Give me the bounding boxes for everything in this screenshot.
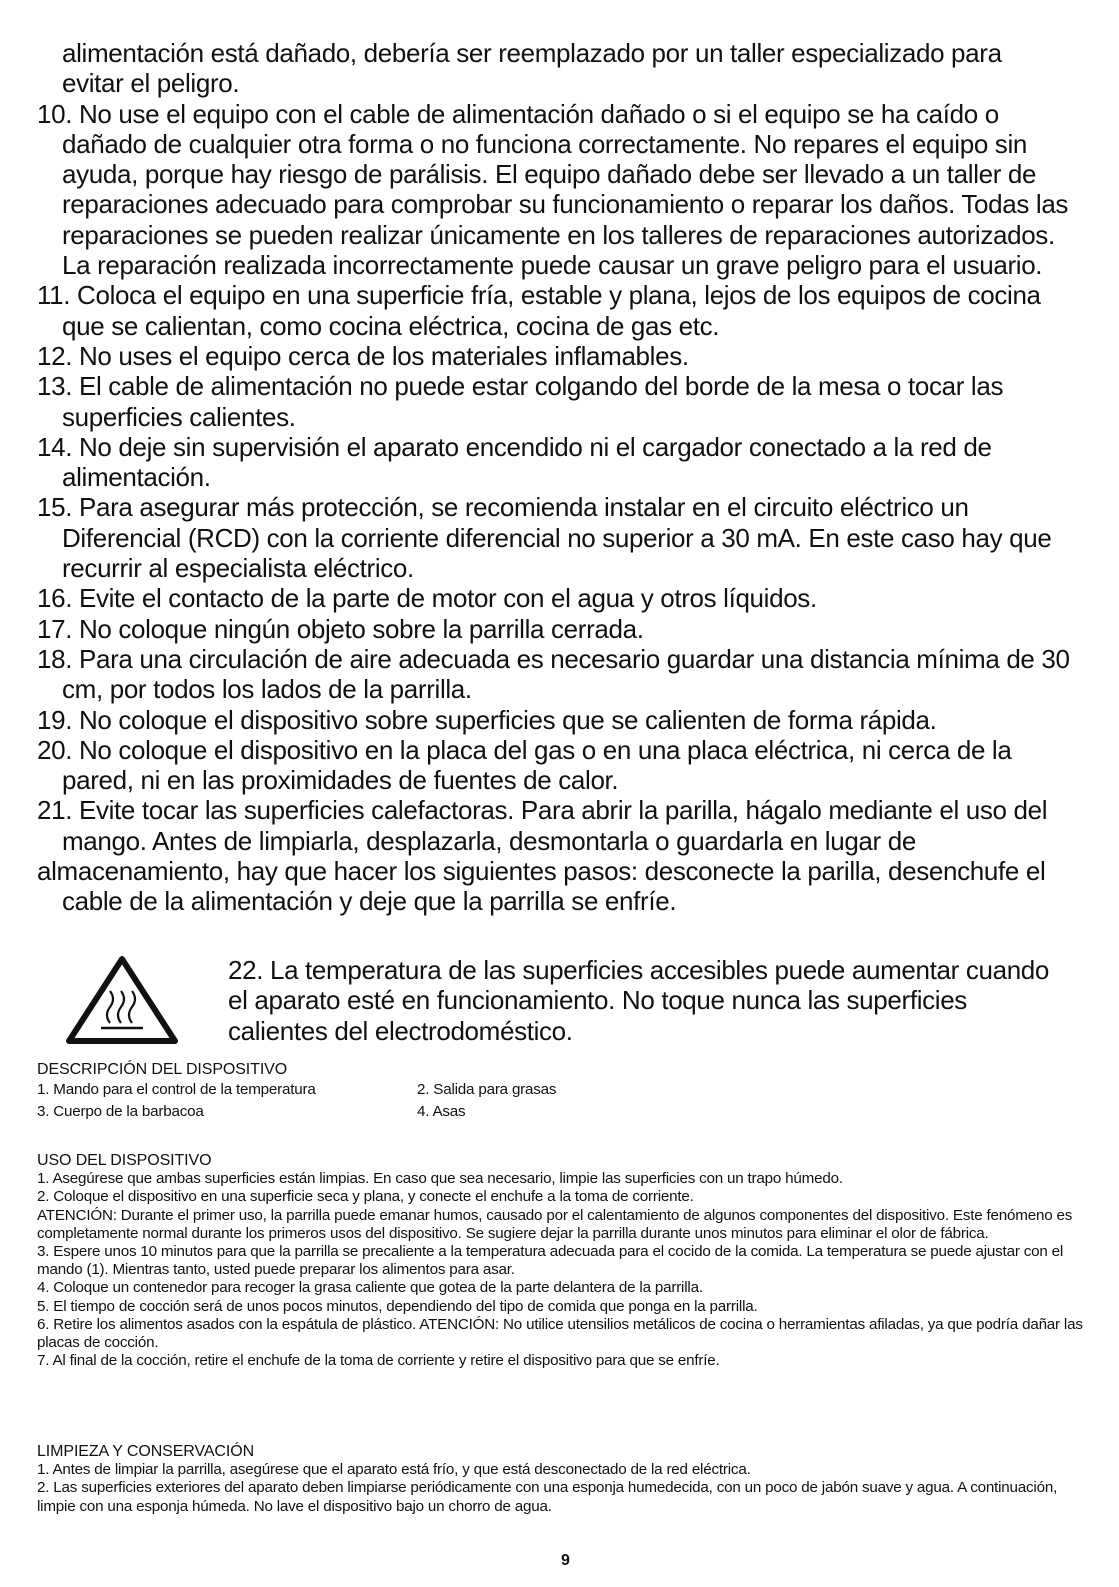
- safety-item-11: 11. Coloca el equipo en una superficie fría, estable y plana, lejos de los equipos de cocina que se calientan, como cocina eléctrica, cocina de gas etc.: [37, 280, 1041, 341]
- part-item: 3. Cuerpo de la barbacoa: [37, 1103, 204, 1121]
- section-title-usage: USO DEL DISPOSITIVO: [37, 1152, 212, 1169]
- safety-item-22-line: el aparato esté en funcionamiento. No toque nunca las superficies: [228, 985, 967, 1016]
- safety-intro-line: evitar el peligro.: [62, 68, 240, 99]
- part-item: 2. Salida para grasas: [417, 1081, 557, 1099]
- safety-item-21-line: cable de la alimentación y deje que la parrilla se enfríe.: [62, 886, 677, 917]
- safety-item-16: 16. Evite el contacto de la parte de motor con el agua y otros líquidos.: [37, 583, 817, 614]
- safety-item-10: 10. No use el equipo con el cable de alimentación dañado o si el equipo se ha caído o dañado de cualquier otra forma o no funciona correctamente. No repares el equipo sin ayuda, porque hay riesgo de parálisis. El equipo dañado debe ser llevado a un taller de reparaciones adecuado para comprobar su funcionamiento o reparar los daños. Todas las reparaciones se pueden realizar únicamente en los talleres de reparaciones autorizados. La reparación realizada incorrectamente puede causar un grave peligro para el usuario.: [37, 98, 1069, 281]
- hot-surface-warning-icon: [65, 953, 180, 1048]
- safety-item-14: 14. No deje sin supervisión el aparato encendido ni el cargador conectado a la red de alimentación.: [37, 431, 992, 493]
- section-title-cleaning: LIMPIEZA Y CONSERVACIÓN: [37, 1443, 255, 1460]
- cleaning-maintenance: [37, 1443, 1087, 1516]
- usage-paragraph: ATENCIÓN: Durante el primer uso, la parrilla puede emanar humos, causado por el calentamiento de algunos componentes del dispositivo. Este fenómeno es completamente normal durante los primeros usos del dispositivo. Se sugiere dejar la parrilla durante unos minutos para eliminar el olor de fábrica.: [37, 1206, 1073, 1242]
- safety-item-19: 19. No coloque el dispositivo sobre superficies que se calienten de forma rápida.: [37, 704, 937, 735]
- safety-item-21-line: almacenamiento, hay que hacer los siguientes pasos: desconecte la parilla, desenchufe el: [37, 856, 1046, 887]
- usage-paragraph: 5. El tiempo de cocción será de unos pocos minutos, dependiendo del tipo de comida que ponga en la parrilla.: [37, 1297, 758, 1315]
- safety-item-22-line: calientes del electrodoméstico.: [228, 1015, 573, 1046]
- safety-item-13: 13. El cable de alimentación no puede estar colgando del borde de la mesa o tocar las superficies calientes.: [37, 371, 1004, 432]
- usage-paragraph: 6. Retire los alimentos asados con la espátula de plástico. ATENCIÓN: No utilice utensilios metálicos de cocina o herramientas afiladas, ya que podría dañar las placas de cocción.: [37, 1315, 1083, 1352]
- usage-paragraph: 7. Al final de la cocción, retire el enchufe de la toma de corriente y retire el dispositivo para que se enfríe.: [37, 1352, 720, 1370]
- usage-paragraph: 1. Asegúrese que ambas superficies están limpias. En caso que sea necesario, limpie las superficies con un trapo húmedo.: [37, 1170, 843, 1188]
- section-title-description: DESCRIPCIÓN DEL DISPOSITIVO: [37, 1061, 288, 1078]
- safety-item-17: 17. No coloque ningún objeto sobre la parrilla cerrada.: [37, 613, 644, 644]
- safety-item-22-text: [228, 955, 1108, 1046]
- part-item: 1. Mando para el control de la temperatura: [37, 1081, 316, 1099]
- usage-paragraph: 2. Coloque el dispositivo en una superficie seca y plana, y conecte el enchufe a la toma de corriente.: [37, 1188, 694, 1206]
- safety-item-22-line: 22. La temperatura de las superficies accesibles puede aumentar cuando: [228, 955, 1050, 985]
- usage-paragraph: 4. Coloque un contenedor para recoger la grasa caliente que gotea de la parte delantera de la parrilla.: [37, 1279, 703, 1297]
- page-number: 9: [561, 1552, 570, 1569]
- cleaning-paragraph: 2. Las superficies exteriores del aparato deben limpiarse periódicamente con una esponja humedecida, con un poco de jabón suave y agua. A continuación, limpie con una esponja húmeda. No lave el dispositivo bajo un chorro de agua.: [37, 1479, 1058, 1515]
- safety-item-18: 18. Para una circulación de aire adecuada es necesario guardar una distancia mínima de 30 cm, por todos los lados de la parrilla.: [37, 643, 1070, 705]
- safety-item-20: 20. No coloque el dispositivo en la placa del gas o en una placa eléctrica, ni cerca de la pared, ni en las proximidades de fuentes de calor.: [37, 734, 1012, 796]
- safety-item-21-line: mango. Antes de limpiarla, desplazarla, desmontarla o guardarla en lugar de: [62, 825, 916, 856]
- safety-item-22: [65, 953, 1095, 1048]
- safety-item-12: 12. No uses el equipo cerca de los materiales inflamables.: [37, 340, 689, 371]
- safety-instructions: [37, 38, 1087, 917]
- safety-intro-line: alimentación está dañado, debería ser reemplazado por un taller especializado para: [62, 38, 1002, 68]
- safety-item-21-line: 21. Evite tocar las superficies calefactoras. Para abrir la parilla, hágalo mediante el uso del: [37, 795, 1048, 826]
- cleaning-paragraph: 1. Antes de limpiar la parrilla, asegúrese que el aparato está frío, y que está desconectado de la red eléctrica.: [37, 1461, 751, 1479]
- safety-item-15: 15. Para asegurar más protección, se recomienda instalar en el circuito eléctrico un Diferencial (RCD) con la corriente diferencial no superior a 30 mA. En este caso hay que recurrir al especialista eléctrico.: [37, 492, 1052, 584]
- device-description: [37, 1061, 1087, 1123]
- parts-list: [37, 1079, 1087, 1123]
- part-item: 4. Asas: [417, 1103, 466, 1121]
- usage-paragraph: 3. Espere unos 10 minutos para que la parrilla se precaliente a la temperatura adecuada para el cocido de la comida. La temperatura se puede ajustar con el mando (1). Mientras tanto, usted puede preparar los alimentos para asar.: [37, 1243, 1064, 1279]
- device-usage: [37, 1152, 1087, 1370]
